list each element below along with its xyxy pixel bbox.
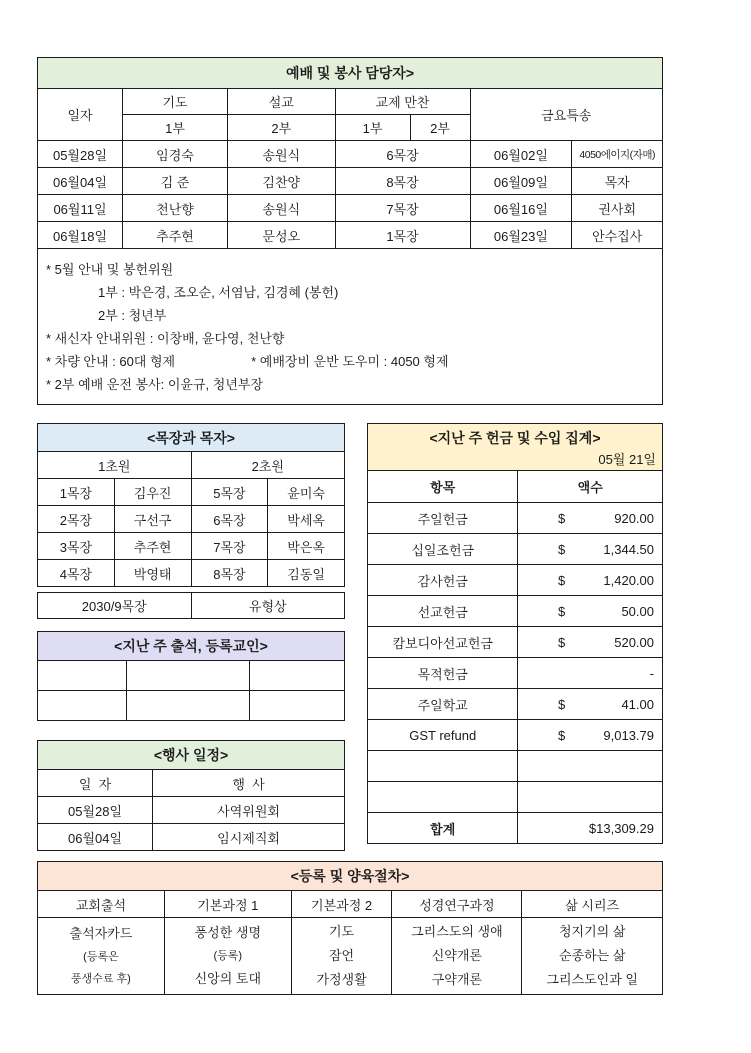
note-line: * 차량 안내 : 60대 형제 * 예배장비 운반 도우미 : 4050 형제 xyxy=(46,354,449,369)
cell-group: 2목장 xyxy=(38,506,115,533)
cell-event-date: 05월28일 xyxy=(38,797,153,824)
cell-group: 4목장 xyxy=(38,560,115,587)
offering-row xyxy=(368,658,663,689)
empty-cell xyxy=(249,691,344,721)
cell-shepherd: 추주현 xyxy=(114,533,191,560)
worship-table-title: 예배 및 봉사 담당자> xyxy=(38,58,663,89)
cell-prayer: 김 준 xyxy=(123,168,228,195)
cell-fellowship: 7목장 xyxy=(335,195,470,222)
cell-extra-shepherd: 유형상 xyxy=(191,593,345,619)
cell-offering-item: 주일헌금 xyxy=(368,503,518,534)
cell-sermon: 김찬양 xyxy=(228,168,336,195)
cell-extra-group: 2030/9목장 xyxy=(38,593,192,619)
cell-fellowship: 1목장 xyxy=(335,222,470,249)
cell-date: 05월28일 xyxy=(38,141,123,168)
cell-offering-amount: $ 9,013.79 xyxy=(518,720,663,751)
total-label: 합계 xyxy=(368,813,518,844)
offering-row xyxy=(368,720,663,751)
events-table xyxy=(37,740,345,851)
subheader-part2: 2부 xyxy=(228,115,336,141)
cell-shepherd: 박은옥 xyxy=(268,533,345,560)
cell-friday-date: 06월23일 xyxy=(470,222,572,249)
cell-sermon: 송원식 xyxy=(228,195,336,222)
offerings-table xyxy=(367,423,663,844)
empty-cell xyxy=(127,691,250,721)
cell-offering-amount: $ 41.00 xyxy=(518,689,663,720)
cell-friday-name: 4050에이지(자매) xyxy=(572,141,663,168)
cell-fellowship: 8목장 xyxy=(335,168,470,195)
cell-group: 7목장 xyxy=(191,533,268,560)
registration-table xyxy=(37,861,663,995)
col-header-fellowship: 교제 만찬 xyxy=(335,89,470,115)
cell-offering-amount: $ 920.00 xyxy=(518,503,663,534)
cell-offering-amount: $ 50.00 xyxy=(518,596,663,627)
cell-shepherd: 김우진 xyxy=(114,479,191,506)
cell-event-name: 사역위원회 xyxy=(153,797,345,824)
cell-offering-amount xyxy=(518,751,663,782)
cell-shepherd: 구선구 xyxy=(114,506,191,533)
registration-table-title: <등록 및 양육절차> xyxy=(38,862,663,891)
cell-shepherd: 김동일 xyxy=(268,560,345,587)
attendance-row xyxy=(38,691,345,721)
col-header-event-name: 행 사 xyxy=(153,770,345,797)
note-line: 1부 : 박은경, 조오순, 서염남, 김경혜 (봉헌) xyxy=(98,285,339,300)
subheader-fellowship-part1: 1부 xyxy=(335,115,410,141)
cell-offering-item xyxy=(368,751,518,782)
event-row xyxy=(38,797,345,824)
cell-group: 5목장 xyxy=(191,479,268,506)
empty-cell xyxy=(38,691,127,721)
col-header-item: 항목 xyxy=(368,471,518,503)
worship-row xyxy=(38,168,663,195)
cell-shepherd: 윤미숙 xyxy=(268,479,345,506)
note-line: * 5월 안내 및 봉헌위원 xyxy=(46,262,174,277)
col-header-basic-course-2: 기본과정 2 xyxy=(291,891,392,918)
shepherds-table xyxy=(37,423,345,587)
subheader-fellowship-part2: 2부 xyxy=(410,115,470,141)
col-header-church-attendance: 교회출석 xyxy=(38,891,165,918)
cell-offering-item: 십일조헌금 xyxy=(368,534,518,565)
cell-prayer: 천난향 xyxy=(123,195,228,222)
empty-cell xyxy=(249,661,344,691)
cell-friday-date: 06월16일 xyxy=(470,195,572,222)
worship-assignments-table xyxy=(37,57,663,405)
worship-row xyxy=(38,141,663,168)
offerings-title-text: <지난 주 헌금 및 수입 집계> xyxy=(429,430,601,446)
note-line: * 새신자 안내위원 : 이창배, 윤다영, 천난향 xyxy=(46,331,285,346)
worship-notes xyxy=(38,249,663,405)
cell-offering-amount: $ 520.00 xyxy=(518,627,663,658)
cell-date: 06월04일 xyxy=(38,168,123,195)
registration-step-cell: 풍성한 생명 (등록) 신앙의 토대 xyxy=(164,918,291,995)
cell-friday-date: 06월09일 xyxy=(470,168,572,195)
cell-sermon: 송원식 xyxy=(228,141,336,168)
total-amount: $13,309.29 xyxy=(518,813,663,844)
events-table-title: <행사 일정> xyxy=(38,741,345,770)
cell-group: 3목장 xyxy=(38,533,115,560)
cell-shepherd: 박세옥 xyxy=(268,506,345,533)
subheader-part1: 1부 xyxy=(123,115,228,141)
cell-date: 06월18일 xyxy=(38,222,123,249)
district2-header: 2초원 xyxy=(191,452,345,479)
cell-offering-item: 감사헌금 xyxy=(368,565,518,596)
offering-row xyxy=(368,627,663,658)
shepherd-row xyxy=(38,506,345,533)
col-header-sermon: 설교 xyxy=(228,89,336,115)
cell-friday-name: 안수집사 xyxy=(572,222,663,249)
cell-offering-item: 주일학교 xyxy=(368,689,518,720)
col-header-event-date: 일 자 xyxy=(38,770,153,797)
empty-cell xyxy=(38,661,127,691)
shepherds-extra-table xyxy=(37,592,345,619)
cell-prayer: 추주현 xyxy=(123,222,228,249)
left-column xyxy=(37,423,345,851)
right-column xyxy=(367,423,663,844)
cell-offering-amount: - xyxy=(518,658,663,689)
note-line: 2부 : 청년부 xyxy=(98,308,167,323)
event-row xyxy=(38,824,345,851)
registration-step-cell: 출석자카드 (등록은 풍생수료 후) xyxy=(38,918,165,995)
offerings-table-title xyxy=(368,424,663,471)
col-header-life-series: 삶 시리즈 xyxy=(522,891,663,918)
cell-offering-item: 목적헌금 xyxy=(368,658,518,689)
cell-friday-name: 목자 xyxy=(572,168,663,195)
cell-date: 06월11일 xyxy=(38,195,123,222)
bulletin-sheet xyxy=(37,57,663,995)
offering-row xyxy=(368,534,663,565)
col-header-amount: 액수 xyxy=(518,471,663,503)
offering-row xyxy=(368,751,663,782)
district1-header: 1초원 xyxy=(38,452,192,479)
registration-step-cell: 그리스도의 생애 신약개론 구약개론 xyxy=(392,918,522,995)
col-header-date: 일자 xyxy=(38,89,123,141)
offering-row xyxy=(368,503,663,534)
cell-event-name: 임시제직회 xyxy=(153,824,345,851)
cell-event-date: 06월04일 xyxy=(38,824,153,851)
cell-shepherd: 박영태 xyxy=(114,560,191,587)
shepherd-row xyxy=(38,533,345,560)
offering-row xyxy=(368,565,663,596)
col-header-basic-course-1: 기본과정 1 xyxy=(164,891,291,918)
cell-offering-item: 선교헌금 xyxy=(368,596,518,627)
cell-sermon: 문성오 xyxy=(228,222,336,249)
note-line: * 2부 예배 운전 봉사: 이윤규, 청년부장 xyxy=(46,377,263,392)
cell-group: 1목장 xyxy=(38,479,115,506)
cell-fellowship: 6목장 xyxy=(335,141,470,168)
cell-group: 8목장 xyxy=(191,560,268,587)
attendance-row xyxy=(38,661,345,691)
worship-row xyxy=(38,222,663,249)
offering-row xyxy=(368,596,663,627)
cell-offering-item xyxy=(368,782,518,813)
registration-step-cell: 기도 잠언 가정생활 xyxy=(291,918,392,995)
cell-offering-item: GST refund xyxy=(368,720,518,751)
cell-friday-name: 권사회 xyxy=(572,195,663,222)
col-header-bible-study-course: 성경연구과정 xyxy=(392,891,522,918)
cell-friday-date: 06월02일 xyxy=(470,141,572,168)
cell-group: 6목장 xyxy=(191,506,268,533)
cell-prayer: 임경숙 xyxy=(123,141,228,168)
col-header-friday-special: 금요특송 xyxy=(470,89,663,141)
offering-row xyxy=(368,689,663,720)
cell-offering-amount xyxy=(518,782,663,813)
col-header-prayer: 기도 xyxy=(123,89,228,115)
shepherd-row xyxy=(38,479,345,506)
offerings-date: 05월 21일 xyxy=(598,452,656,467)
offering-row xyxy=(368,782,663,813)
shepherds-table-title: <목장과 목자> xyxy=(38,424,345,452)
attendance-table xyxy=(37,631,345,721)
cell-offering-amount: $ 1,344.50 xyxy=(518,534,663,565)
cell-offering-item: 캄보디아선교헌금 xyxy=(368,627,518,658)
cell-offering-amount: $ 1,420.00 xyxy=(518,565,663,596)
worship-row xyxy=(38,195,663,222)
registration-step-cell: 청지기의 삶 순종하는 삶 그리스도인과 일 xyxy=(522,918,663,995)
empty-cell xyxy=(127,661,250,691)
shepherd-row xyxy=(38,560,345,587)
attendance-table-title: <지난 주 출석, 등록교인> xyxy=(38,632,345,661)
